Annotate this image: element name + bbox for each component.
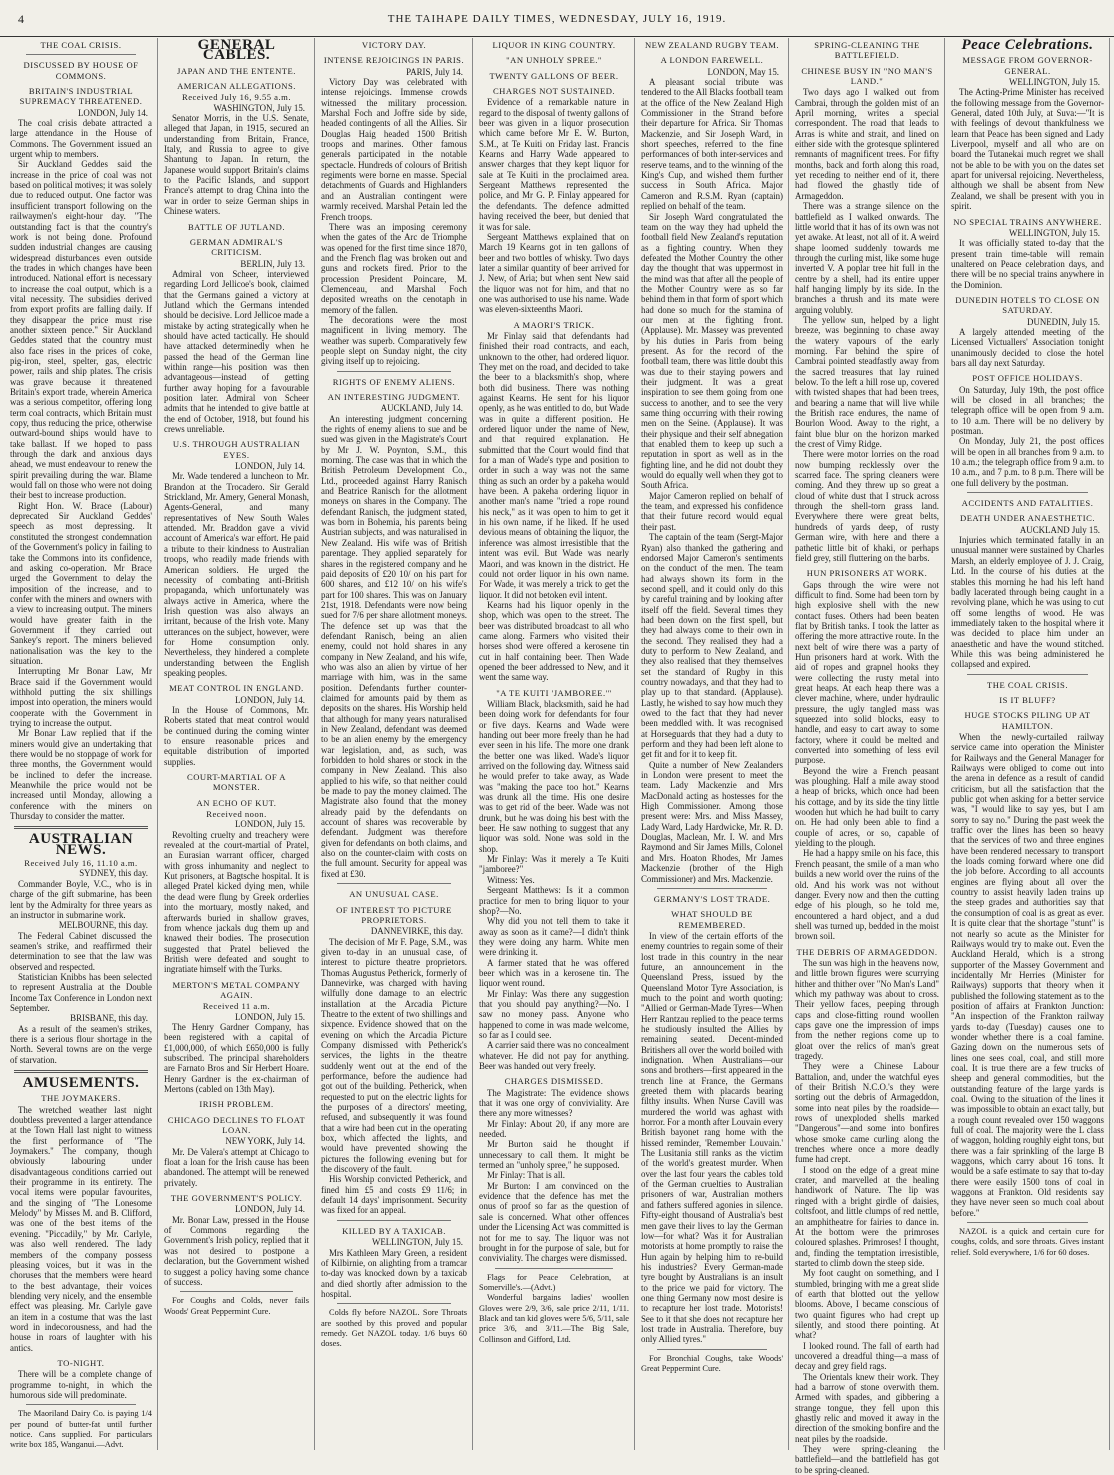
paragraph: Witness: Yes.: [487, 874, 535, 885]
subhead: OF INTEREST TO PICTURE PROPRIETORS.: [336, 904, 452, 925]
paragraph: The Acting-Prime Minister has received the following message from the Governor-General, dated 10th July, at Suva:—"It is with feelings of devout thankfulness we learn that Peace has been signed and Lady Liverpool, myself and all who are on board the Tutanekai much regret we shall not be able to be with you on the dates set apart for universal rejoicing. Nevertheless, although we shall be absent from New Zealand, we shall be present with you in spirit.: [951, 87, 1104, 212]
paragraph: Quite a number of New Zealanders in London were present to meet the team. Lady Mackenzie and Mrs MacDonald acting as hostesses for the High Commissioner. Among those present were: Mrs. and Miss Massey, Lady Ward, Lady Hardwicke, Mr. R. D. Douglas, Maclean, Mr. I. W. and Mrs Raymond and Sir James Mills, Colonel and Mrs. Hoaton Rhodes, Mr James Mackenzie (brother of the High Commissioner) and Mrs. Mackenzie.: [641, 759, 783, 884]
paragraph: In view of the certain efforts of the enemy countries to regain some of their lost trade in this country in the near future, an announcement in the Queensland Press, issued by the Queensland Motor Tyre Association, is much to the point and worth quoting: "Allied or German-Made Tyres—When Herr Rantzau replied to the peace terms he studiously insulted the Allies by remaining seated. Decent-minded Britishers all over the world boiled with indignation. When Australians—our sons and brothers—first appeared in the trench line at France, the Germans greeted them with placards bearing filthy insults. When Nurse Cavill was murdered the world was aghast with horror. For a month after Louvain every British bayonet rang home with the hissed reminder, 'Remember Louvain.' The Lusitania still ranks as the victim of the world's greatest murder. When over the last four years the cables told of the German cruelties to Australian prisoners of war, Australian mothers and fathers suffered agonies in silence. Fifty-eight thousand of Australia's best men gave their lives to lay the German low—for what? Was it for Australian motorists at home promptly to raise the Hun again by helping him to re-build his industries? Every German-made tyre bought by Australians is an insult to the price we paid for victory. The one thing Germany now most desire is to recapture her lost trade. Motorists! See to it that she does not recapture her lost trade in Australia. Therefore, buy only Allied tyres.": [641, 930, 783, 1345]
paragraph: The Orientals knew their work. They had a barrow of stone overwith them. Armed with spades, and gibbering a strange tongue, they fell upon this ghastly relic and moved it away in the direction of the smoking bonfire and the neat piles by the roadside.: [795, 1371, 939, 1444]
subhead: MERTON'S METAL COMPANY AGAIN.: [172, 979, 301, 1000]
dateline: AUCKLAND, July 14.: [380, 403, 463, 414]
subhead: AMERICAN ALLEGATIONS.: [177, 81, 296, 92]
dateline: SYDNEY, this day.: [79, 868, 148, 879]
divider: [14, 1070, 148, 1073]
subhead: COURT-MARTIAL OF A MONSTER.: [186, 772, 286, 793]
headline-rugby-team: NEW ZEALAND RUGBY TEAM.: [644, 40, 780, 50]
dateline: WELLINGTON, July 15.: [371, 1237, 463, 1248]
subhead: DUNEDIN HOTELS TO CLOSE ON SATURDAY.: [955, 294, 1100, 316]
paragraph: He had a happy smile on his face, this French peasant, the smile of a man who builds a new world over the ruins of the old. And his work was not without danger. Every now and then the cutting edge of his plough, so he told me, encountered a hard object, and a dud shell was turned up, bedded in the moist brown soil.: [795, 848, 939, 942]
received-line: Received 11 a.m.: [202, 1001, 271, 1012]
dateline: LONDON, July 15.: [234, 819, 305, 830]
headline-australian-news: AUSTRALIAN NEWS.: [28, 831, 134, 858]
dateline: WASHINGTON, July 15.: [213, 102, 305, 113]
paragraph: I looked round. The fall of earth had uncovered a dreadful thing—a mass of decay and grey field rags.: [795, 1340, 939, 1372]
paragraph: The yellow sun, helped by a light breeze, was beginning to chase away the watery vapours of the early morning. Far behind the spire of Cambrai pointed steadfastly away from the sacred treasures that lay ruined below. To the left a hill rose up, covered with twisted shapes that had been trees, and bearing a name that will live while the British race endures, the name of Bourlon Wood. Away to the right, a faint blue blur on the horizon marked the crest of Vimy Ridge.: [795, 314, 939, 450]
subhead: JAPAN AND THE ENTENTE.: [177, 65, 296, 76]
subhead: "A TE KUITI 'JAMBOREE.'": [496, 687, 612, 698]
subhead: WHAT SHOULD BE REMEMBERED.: [671, 909, 753, 930]
headline-liquor: LIQUOR IN KING COUNTRY.: [492, 40, 616, 50]
subhead: TWENTY GALLONS OF BEER.: [489, 70, 619, 81]
paragraph: The sun was high in the heavens now, and little brown figures were scurrying hither and thither over "No Man's Land" which my pathway was about to cross. Their yellow faces, peeping through caps and close-fitting round woollen caps gave one the impression of imps from the nether regions come up to gloat over the relics of man's great tragedy.: [795, 957, 939, 1061]
dateline: MELBOURNE, this day.: [58, 920, 148, 931]
divider: [967, 1222, 1088, 1223]
paragraph: There was a strange silence on the battlefield as I walked onwards. The little world that it has of its own was not yet awake. At least, not all of it. A weird shape loomed suddenly towards me through the curling mist, like some huge inverted V. A poplar tree hit full in the centre by a shell, had its entire upper half hanging limply by its side. In the branches a thrush and its mate were arguing volubly.: [795, 201, 939, 315]
subhead: CHARGES NOT SUSTAINED.: [492, 86, 616, 97]
paragraph: Mr Burton: I am convinced on the evidence that the defence has met the onus of proof so far as the question of sale is concerned. What other offences under the Licensing Act was committed is not for me to say. The liquor was not brought in for the purpose of sale, but for conviviality. The charges were dismissed.: [479, 1180, 629, 1264]
paragraph: Victory Day was celebrated with intense rejoicings. Immense crowds witnessed the military procession. Marshal Foch and Joffre side by side, headed contingents of all the Allies. Sir Douglas Haig headed 1500 British troops and marines. Other famous generals participated in the notable spectacle. Hundreds of colours of British regiments were borne en masse. Special detachments of Guards and Highlanders and an Australian contingent were warmly received. Marshal Petain led the French troops.: [321, 77, 467, 222]
paragraph: The Henry Gardner Company, has been registered with a capital of £1,000,000, of which £650,000 is fully subscribed. The principal shareholders are Farnato Bros and Sir Herbert Hoare. Henry Gardner is the ex-chairman of Mertons (cabled on 13th May).: [164, 1021, 309, 1094]
subhead: HUN PRISONERS AT WORK.: [806, 568, 928, 579]
subhead: HUGE STOCKS PILING UP AT HAMILTON.: [964, 710, 1091, 731]
paragraph: Mr Finlay: Was it merely a Te Kuiti "jamboree?": [479, 854, 629, 875]
subhead: ACCIDENTS AND FATALITIES.: [961, 498, 1094, 509]
subhead: A MAORI'S TRICK.: [513, 319, 595, 330]
paragraph: Statistician Knibbs has been selected to represent Australia at the Double Income Tax Conference in London next September.: [10, 971, 152, 1013]
paragraph: Mr Bonar Law replied that if the miners would give an undertaking that there would be no stoppage of work for three months, the Government would be inclined to defer the increase. Meanwhile the price would not be increased until Monday, allowing a conference with the miners on Thursday to consider the matter.: [10, 728, 152, 822]
paragraph: Injuries which terminated fatally in an unusual manner were sustained by Charles Marsh, an elderly employee of J. J. Craig, Ltd. In the course of his duties at the stables this morning he had his left hand badly lacerated through being caught in a revolving plane, which he was using to cut off some lengths of wood. He was immediately taken to the hospital where it was decided to place him under an anaesthetic and have the wound stitched. While this was being administered he collapsed and expired.: [951, 535, 1104, 670]
paragraph: Revolting cruelty and treachery were revealed at the court-martial of Pratel, an Eurasian warrant officer, charged with gross inhumanity and neglect to Kut prisoners, at Bagtsche hospital. It is alleged Pratel kicked dying men, while the dead were flung by Greek orderlies into the mortuary, mostly naked, and afterwards buried in shallow graves, from whence jackals dug them up and knawed their bodies. The prosecution suggested that Pratel believed the British were defeated and sought to ingratiate himself with the Turks.: [164, 829, 309, 975]
paragraph: Senator Morris, in the U.S. Senate, alleged that Japan, in 1915, secured an understanding from Britain, France, Italy, and Russia to agree to give Shantung to Japan. In return, the Japanese would support Britain's claims to the Pacific Islands, and support France's attempt to drag China into the war in order to seize German ships in Chinese waters.: [164, 113, 309, 217]
divider: [657, 888, 767, 889]
paragraph: The captain of the team (Sergt-Major Ryan) also thanked the gathering and endorsed Major Cameron's sentiments on the conduct of the men. The team had always shown its form in the second spell, and it could only do this by careful training and by looking after itself off the field. Several times they had been down on the first spell, but they had always come to their own in the second. They realised they had a duty to perform to New Zealand, and they also realised that they themselves set the standard of Rugby in this country nowadays, and that they had to play up to that standard. (Applause). Lastly, he wished to say how much they owed to the fact that they had never been meddled with. It was recognised at Horseguards that they had a duty to perform and they had been left alone to get fit and for it to keep fit.: [641, 532, 783, 760]
newspaper-title: THE TAIHAPE DAILY TIMES, WEDNESDAY, JULY 16, 1919.: [387, 13, 727, 25]
paragraph: When the newly-curtailed railway service came into operation the Minister for Railways and the General Manager for Railways were obliged to come out into the arena in defence as a result of candid criticism, but all the satisfaction that the public got when asking for a better service was, "I would like to say yes, but I am sorry to say no." During the past week the traffic over the lines has been so heavy that the services of two and three engines have been rendered necessary to transport the loads coming forward where one did the job before. According to all accounts engines are flying about all over the country to assist heavily laden trains up the steep grades and authorities say that the consumption of coal is as great as ever. It is quite clear that the shortage "stunt" is not nearly so acute as the Minister for Railways would try to make out. Even the Auckland Herald, which is a strong supporter of the Massey Government and incidentally Mr Herries (Minister for Railways) supports that theory when it published the following statement as to the position of affairs at Frankton Junction: "An inspection of the Frankton railway yards to-day (Tuesday) causes one to wonder whether there is a coal famine. Gazing down on the numerous sets of lines one sees coal, coal, and still more coal. It is true there are a few trucks of sheep and general commodities, but the outstanding feature of the large yards is coal. Owing to the situation of the lines it was impossible to obtain an exact tally, but a rough count revealed over 150 waggons full of coal. The majority were the L class of waggon, holding roughly eight tons, but there was a fair sprinkling of the large B waggons, which carry about 16 tons. It would be a safe estimate to say that to-day there were easily 1500 tons of coal in waggons at Frankton. Old residents say they have never seen so much coal about before.": [951, 731, 1104, 1218]
subhead: MEAT CONTROL IN ENGLAND.: [169, 683, 304, 694]
paragraph: Admiral von Scheer, interviewed regarding Lord Jellicoe's book, claimed that the Germans gained a victory at Jutland which the Germans intended should be decisive. Lord Jellicoe made a mistake by acting strategically when he should have acted tactically. He should have attacked determinedly when he passed the head of the German line within range—his position was then advantageous—instead of getting further away hoping for a favourable position later. Admiral von Scheer admits that he intended to give battle at the end of October, 1918, but found his crews unreliable.: [164, 268, 309, 435]
subhead: CHICAGO DECLINES TO FLOAT LOAN.: [167, 1114, 306, 1136]
divider: [26, 1404, 136, 1405]
paragraph: Commander Boyle, V.C., who is in charge of the gift submarine, has been lent by the Admiralty for three years as an instructor in submarine work.: [10, 878, 152, 920]
paragraph: I stood on the edge of a great mine crater, and marvelled at the healing handiwork of Nature. The lip was ringed with a bright girdle of daisies, coltsfoot, and little clumps of red nettle, an amphitheatre for fairies to dance in. At the bottom were the primroses coloured splashes. Primroses! I thought, and, finding the temptation irresistible, started to climb down the steep side.: [795, 1164, 939, 1268]
paragraph: Right Hon. W. Brace (Labour) deprecated Sir Auckland Geddes' speech as most depressing. It constituted the strongest condemnation of the Government's policy in failing to take the Commons into its confidence, and asking co-operation. Mr Brace urged the Government to delay the imposition of the increase, and to confer with the miners and owners with a view to increasing output. The miners would have greater faith in the Government if they carried out Sankey's report. The miners believed nationalisation was the key to the situation.: [10, 500, 152, 666]
subhead: DISCUSSED BY HOUSE OF COMMONS.: [23, 60, 139, 81]
paragraph: Mr. Wade tendered a luncheon to Mr. Brandon at the Trocadero. Sir Gerald Strickland, Mr. Amery, General Monash, Agents-General, and many representatives of New South Wales attended. Mr. Braddon gave a vivid account of America's war effort. He paid a tribute to their kindness to Australian troops, who readily made friends with American soldiers. He urged the necessity of combating anti-British propaganda, which unfortunately was always active in America, where the Irish question was also always an irritant, because of the Irish vote. Many utterances on the subject, however, were for Home consumption only. Nevertheless, they hindered a complete understanding between the English speaking peoples.: [164, 471, 309, 678]
received-line: Received noon.: [206, 809, 267, 820]
divider: [495, 1268, 613, 1269]
paragraph: The coal crisis debate attracted a large attendance in the House of Commons. The Government issued an urgent whip to members.: [10, 118, 152, 160]
paragraph: Mr Finlay said that defendants had finished their road contracts, and each, unknown to the other, had ordered liquor. They met on the road, and decided to take the beer to a blacksmith's shop, where both did business. There was nothing against Kearns. He sent for his liquor openly, as he was entitled to do, but Wade was in quite a different position. He ordered liquor under the name of New, and that required explanation. He submitted that the Court would find that for a man of Wade's type and position to order in such a way was not the same thing as such an order by a pakeha would have been. A pakeha ordering liquor in another man's name "tried a rope round his neck," as it was open to him to get it in his own name, if he liked. If he used devious means of obtaining the liquor, the inference was almost irresistible that the intent was evil. But Wade was nearly Maori, and was known in the district. He could not order liquor in his own name. For Wade, it was merely a trick to get the liquor. It did not betoken evil intent.: [479, 330, 629, 600]
column-7: [945, 38, 1110, 1450]
dateline: WELLINGTON, July 15.: [1008, 227, 1100, 238]
divider: [14, 826, 148, 829]
received-line: Received July 16, 11.10 a.m.: [24, 858, 138, 869]
subhead: U.S. THROUGH AUSTRALIAN EYES.: [172, 439, 301, 460]
paragraph: Mrs Kathleen Mary Green, a resident of Kilbirnie, on alighting from a tramcar to-day was knocked down by a taxicab and died shortly after admission to the hospital.: [321, 1247, 467, 1299]
subhead: GERMANY'S LOST TRADE.: [653, 893, 771, 904]
paragraph: William Black, blacksmith, said he had been doing work for defendants for four or five days. Kearns and Wade were handing out beer more freely than he had ever seen in his life. The more one drank the better one was liked. Wade's liquor arrived on the following day. Witness said he would prefer to take away, as Wade was "making the pace too hot." Kearns was drunk all the time. His one desire was to get rid of the beer. Wade was not drunk, but he was doing his best with the beer. He saw nothing to suggest that any liquor was sold. None was sold in the shop.: [479, 698, 629, 854]
subhead: THE DEBRIS OF ARMAGEDDON.: [796, 946, 938, 957]
column-2: [158, 38, 315, 1450]
divider: [337, 1220, 451, 1221]
advertisement: The Maoriland Dairy Co. is paying 1/4 per pound of butter-fat until further notice. Cans supplied. For particulars write box 185, Wanganui.—Advt.: [10, 1409, 152, 1450]
paragraph: There was an imposing ceremony when the gates of the Arc de Triomphe was opened for the first time since 1870, and the French flag was broken out and guns and rockets fired. Prior to the procession President Poincare, M. Clemenceau, and Marshal Foch deposited wreaths on the cenotaph in memory of the fallen.: [321, 221, 467, 315]
paragraph: On Saturday, July 19th, the post office will be closed in all branches; the telegraph office will be open from 9 a.m. to 10 a.m. There will be no delivery by postman.: [951, 384, 1104, 437]
subhead: THE JOYMAKERS.: [41, 1093, 121, 1104]
masthead: [0, 0, 1114, 37]
dateline: DANNEVIRKE, this day.: [370, 926, 463, 937]
paragraph: A carrier said there was no concealment whatever. He did not pay for anything. Beer was handed out very freely.: [479, 1040, 629, 1071]
dateline: BRISBANE, this day.: [70, 1013, 148, 1024]
paragraph: The Federal Cabinet discussed the seamen's strike, and reaffirmed their determination to see that the law was observed and respected.: [10, 930, 152, 972]
paragraph: They were spring-cleaning the battlefield—and the battlefield has got to be spring-cleaned.: [795, 1444, 939, 1475]
dateline: LONDON, July 14.: [234, 461, 305, 472]
headline-victory-day: VICTORY DAY.: [361, 40, 427, 50]
paragraph: In the House of Commons, Mr. Roberts stated that meat control would be continued during the coming winter to ensure reasonable prices and equitable distribution of imported supplies.: [164, 704, 309, 767]
advertisement: Wonderful bargains ladies' woollen Gloves were 2/9, 3/6, sale price 2/11, 1/11. Black and tan kid gloves were 5/6, 5/11, sale price 3/6, and 3/11.—The Big Sale, Collinson and Gifford, Ltd.: [479, 1293, 629, 1344]
subhead: BATTLE OF JUTLAND.: [187, 221, 286, 232]
divider: [967, 492, 1088, 493]
column-3: [315, 38, 473, 1450]
column-1: [4, 38, 158, 1450]
subhead: GERMAN ADMIRAL'S CRITICISM.: [189, 236, 284, 258]
divider: [180, 1291, 293, 1292]
subhead: POST OFFICE HOLIDAYS.: [972, 373, 1083, 384]
dateline: DUNEDIN, July 15.: [1027, 316, 1100, 327]
paragraph: There were motor lorries on the road now bumping recklessly over the scarred face. The spring cleaners were coming. And they threw up so great a cloud of white dust that I struck across through the shell-torn grass land. Everywhere there were great belts, hundreds of yards deep, of rusty German wire, with here and there a pathetic little bit of khaki, or perhaps field grey, still fluttering on the barbs.: [795, 449, 939, 563]
divider: [337, 1303, 451, 1304]
advertisement: Flags for Peace Celebration, at Somerville's.—(Advt.): [479, 1272, 629, 1292]
paragraph: Sir Auckland Geddes said the increase in the price of coal was not based on political motives; it was solely due to reduced output. One factor was insufficient transport following on the railwaymen's eight-hour day. "The outstanding fact is that the country's work is not being done. Profound sudden industrial changes are causing widespread disturbances even outside the trades in which changes have been introduced. National effort is necessary to increase the coal output, which is a vital necessity. The subsidies derived from export profits are falling daily. If they disappear the price must rise another sixteen pence." Sir Auckland Geddes stated that the country must also face rises in the prices of coke, pig-iron, steel, spelter, gas, electric power, rails and ship plates. The crisis was grave because it threatened Britain's export trade, wherein America was a serious competitor, offering long term coal contracts, which Britain must copy, thus reducing the price, otherwise outward-bound ships would have to take ballast. If we hoped to pass through the dark and anxious days ahead, we must endeavour to renew the spirit prevailing during the war. Blame would fall on those who were not doing their best to increase production.: [10, 159, 152, 501]
subhead: MESSAGE FROM GOVERNOR-GENERAL.: [962, 55, 1093, 76]
divider: [337, 371, 451, 372]
paragraph: A largely attended meeting of the Licensed Victuallers' Association tonight unanimously decided to close the hotel bars all day next Saturday.: [951, 326, 1104, 368]
paragraph: The decision of Mr F. Page, S.M., was given to-day in an unusual case, of interest to picture theatre proprietors. Thomas Augustus Petherick, formerly of Dannevirke, was charged with having wilfully done damage to an electric installation at the Arcadia Picture Theatre to the extent of two shillings and sixpence. Evidence showed that on the evening on which the Arcadia Picture Company dismissed with Petherick's services, the lights in the theatre suddenly went out at the end of the performance, before the audience had got out of the building. Petherick, when requested to put on the electric lights for the purposes of a directors' meeting, refused, and subsequently it was found that a wire had been cut in the operating box, which affected the lights, and would have prevented showing the pictures the following evening but for the discovery of the fault.: [321, 936, 467, 1175]
paragraph: Interrupting Mr Bonar Law, Mr Brace said if the Government would withhold putting the six shillings impost into operation, the miners would cooperate with the Government in trying to increase the output.: [10, 666, 152, 728]
dateline: LONDON, May 15.: [707, 66, 779, 77]
subhead: IRISH PROBLEM.: [199, 1099, 274, 1110]
subhead: CHINESE BUSY IN "NO MAN'S LAND.": [801, 65, 933, 87]
dateline: AUCKLAND July 15.: [1019, 524, 1100, 535]
paragraph: The wretched weather last night doubtless prevented a larger attendance at the Town Hall last night to witness the first performance of "The Joymakers." The company, though obviously labouring under disadvantageous conditions carried out their programme in its entirety. The vocal items were popular favourites, and the singing of "The Lonesome Melody" by Misses M. and B. Clifford, was one of the best items of the evening. "Piccadily," by Mr. Carlyle, was also well rendered. The lady members of the company possess pleasing voices, but it was in the choruses that the members were heard to the best advantage, their voices blending very nicely, and the ensemble effect was pleasing. Mr. Carlyle gave an item in a costume that was the last word in indecorousness, and had the house in roars of laughter with his antics.: [10, 1104, 152, 1353]
paragraph: Sir Joseph Ward congratulated the team on the way they had upheld the football field New Zealand's reputation as a fighting country. When they defeated the Mother Country the other day the thought that was uppermost in the mind was that after all the people of the Mother Country were as so far behind them in that form of sport which had done so much for the stamina of our men at the fighting front. (Applause). Mr. Massey was prevented by his duties in Paris from being present. As for the record of the football team, there was little doubt this was due to their staying powers and their judgment. It was a great inspiration to see them going from one success to another, and to see the very same thing occurring with their rowing men on the Seine. (Applause). It was their physique and their self abnegation that enabled them to keep up such a reputation in sport as well as in the fighting line, and he did not doubt they would do equally well when they got to South Africa.: [641, 211, 783, 491]
headline-coal-crisis: THE COAL CRISIS.: [40, 40, 122, 50]
subhead: THE COAL CRISIS.: [987, 679, 1068, 690]
dateline: BERLIN, July 13.: [240, 258, 305, 269]
paragraph: Mr. De Valera's attempt at Chicago to float a loan for the Irish cause has been abandoned. The attempt will be renewed privately.: [164, 1146, 309, 1188]
advertisement: For Bronchial Coughs, take Woods' Great Peppermint Cure.: [641, 1353, 783, 1373]
advertisement: NAZOL is a quick and certain cure for coughs, colds, and sore throats. Gives instant relief. Sold everywhere, 1/6 for 60 doses.: [951, 1227, 1104, 1257]
subhead: AN UNUSUAL CASE.: [349, 889, 439, 900]
subhead: IS IT BLUFF?: [999, 694, 1056, 705]
column-4: [473, 38, 635, 1450]
paragraph: Why did you not tell them to take it away as soon as it came?—I didn't think they were doing any harm. White men were drinking it.: [479, 916, 629, 958]
subhead: "AN UNHOLY SPREE.": [506, 55, 602, 66]
advertisement: Colds fly before NAZOL. Sore Throats are soothed by this proved and popular remedy. Get NAZOL today. 1/6 buys 60 doses.: [321, 1308, 467, 1349]
subhead: NO SPECIAL TRAINS ANYWHERE.: [953, 216, 1102, 227]
divider: [657, 1349, 767, 1350]
dateline: LONDON, July 14.: [234, 694, 305, 705]
headline-amusements: AMUSEMENTS.: [22, 1075, 140, 1091]
paragraph: The decorations were the most magnificent in living memory. The weather was superb. Comparatively few people slept on Sunday night, the city giving itself up to rejoicing.: [321, 314, 467, 367]
subhead: RIGHTS OF ENEMY ALIENS.: [332, 376, 456, 387]
paragraph: A pleasant social tribute was tendered to the All Blacks football team at the office of the New Zealand High Commissioner in the Strand before their departure for Africa. Sir Thomas Mackenzie, and Sir Joseph Ward, in short speeches, referred to the fine performances of both inter-services and reserve teams, and to the winning of the King's Cup, and wished them further success in South Africa. Major Cameron and R.S.M. Ryan (captain) replied on behalf of the team.: [641, 77, 783, 212]
subhead: CHARGES DISMISSED.: [504, 1076, 604, 1087]
paragraph: Sergeant Matthews: Is it a common practice for men to bring liquor to your shop?—No.: [479, 885, 629, 916]
advertisement: For Coughs and Colds, never fails Woods' Great Peppermint Cure.: [164, 1296, 309, 1316]
subhead: BRITAIN'S INDUSTRIAL SUPREMACY THREATENED.: [19, 86, 143, 107]
paragraph: A farmer stated that he was offered beer which was in a kerosene tin. The liquor went round.: [479, 957, 629, 989]
paragraph: Mr Burton said he thought if unnecessary to call them. It might be termed an "unholy spree," he supposed.: [479, 1139, 629, 1171]
dateline: LONDON, July 14.: [77, 107, 148, 118]
paragraph: Mr Finlay: That is all.: [487, 1170, 565, 1181]
subhead: TO-NIGHT.: [57, 1357, 105, 1368]
paragraph: Beyond the wire a French peasant was ploughing. Half a mile away stood a heap of bricks, which once had been his cottage, and by its side the tiny little wooden hut which he had built to carry on. He had only been able to find a couple of acres, or so, capable of yielding to the plough.: [795, 765, 939, 849]
dateline: LONDON, July 14.: [234, 1204, 305, 1215]
subhead: INTENSE REJOICINGS IN PARIS.: [323, 55, 465, 66]
paragraph: Mr Finlay: Was there any suggestion that you should pay anything?—No. I saw no money pass. Anyone who happened to come in was made welcome, so far as I could see.: [479, 988, 629, 1040]
paragraph: My foot caught on something, and I stumbled, bringing with me a great slide of earth that blotted out the yellow blooms. Above, I became conscious of two quaint figures who had crept up silently, and stood there pointing. At what?: [795, 1268, 939, 1341]
subhead: THE GOVERNMENT'S POLICY.: [170, 1193, 303, 1204]
dateline: NEW YORK, July 14.: [225, 1136, 305, 1147]
column-5: [635, 38, 789, 1450]
headline-spring-cleaning: SPRING-CLEANING THE BATTLEFIELD.: [814, 40, 920, 61]
subhead: DEATH UNDER ANAESTHETIC.: [960, 513, 1095, 524]
subhead: AN INTERESTING JUDGMENT.: [327, 392, 461, 402]
subhead: KILLED BY A TAXICAB.: [342, 1225, 446, 1236]
paragraph: Mr Finlay: About 20, if any more are needed.: [479, 1118, 629, 1140]
paragraph: The Magistrate: The evidence shows that it was one orgy of conviviality. Are there any more witnesses?: [479, 1087, 629, 1119]
dateline: PARIS, July 14.: [406, 66, 463, 77]
paragraph: They were a Chinese Labour Battalion, and, under the watchful eyes of their British N.C.O.'s they were sorting out the debris of Armageddon, some into neat piles by the roadside—rows of unexploded shells marked "Dangerous"—and some into bonfires whose smoke came curling along the trenches where once a more deadly fume had crept.: [795, 1061, 939, 1165]
subhead: A LONDON FAREWELL.: [660, 55, 764, 66]
received-line: Received July 16, 9.55 a.m.: [182, 92, 291, 103]
paragraph: Mr. Bonar Law, pressed in the House of Commons regarding the Government's Irish policy, replied that it was not desired to postpone a declaration, but the Government wished to suggest a policy having some chance of success.: [164, 1214, 309, 1287]
divider: [337, 883, 451, 884]
paragraph: On Monday, July 21, the post offices will be open in all branches from 9 a.m. to 10 a.m.; the telegraph office from 9 a.m. to 10 a.m., and 7 p.m. to 8 p.m. There will be one full delivery by the postman.: [951, 436, 1104, 488]
paragraph: There will be a complete change of programme to-night, in which the humorous side will predominate.: [10, 1369, 152, 1400]
headline-general-cables: GENERAL CABLES.: [197, 37, 276, 64]
paragraph: Gaps through the wire were not difficult to find. Some had been torn by high explosive shell with the new contact fuses. Others had been beaten flat by British tanks. I took the latter as offering the more attractive route. In the next belt of wire there was a party of Hun prisoners hard at work. With the aid of ropes and grapnel hooks they were collecting the rusty metal into great heaps. At each heap there was a clever machine, where, under hydraulic pressure, the ugly tangled mass was squeezed into solid blocks, easy to handle, and easy to cart away to some factory, where it could be melted and converted into something of less evil purpose.: [795, 579, 939, 766]
paragraph: His Worship convicted Petherick, and fined him £5 and costs £9 11/6; in default 14 days' imprisonment. Security was fixed for an appeal.: [321, 1174, 467, 1216]
column-6: [789, 38, 945, 1475]
divider: [26, 54, 136, 55]
paragraph: Sergeant Matthews explained that on March 19 Kearns got in ten gallons of beer and two bottles of whisky. Two days later a similar quantity of beer arrived for J. New, of Aria; but when sent New said the liquor was not for him, and that no one was authorised to use his name. Wade was eleven-sixteenths Maori.: [479, 231, 629, 315]
dateline: WELLINGTON, July 15.: [1008, 77, 1100, 88]
corner-mark: 4: [18, 12, 25, 26]
divider: [967, 674, 1088, 675]
paragraph: Major Cameron replied on behalf of the team, and expressed his confidence that their future record would equal their past.: [641, 490, 783, 532]
paragraph: Evidence of a remarkable nature in regard to the disposal of twenty gallons of beer was given in a liquor prosecution which came before Mr E. W. Burton, S.M., at Te Kuiti on Friday last. Francis Kearns and Harry Wade appeared to answer charges that they kept liquor for sale at Te Kuiti in the proclaimed area. Sergeant Matthews represented the police, and Mr G. P. Finlay appeared for the defendants. The defence admitted having received the beer, but denied that it was for sale.: [479, 97, 629, 232]
paragraph: It was officially stated to-day that the present train time-table will remain unaltered on Peace celebration days, and there will be no special trains anywhere in the Dominion.: [951, 238, 1104, 290]
subhead: AN ECHO OF KUT.: [196, 797, 277, 808]
paragraph: Two days ago I walked out from Cambrai, through the golden mist of an April morning, writes a special correspondent. The road that leads to Arras is white and strait, and lined on either side with the grotesque splintered remnants of magnificent trees. For fifty months, back and forth along this road, yet receding to neither end of it, there had flowed the ghastly tide of Armageddon.: [795, 87, 939, 201]
dateline: LONDON, July 15.: [234, 1011, 305, 1022]
paragraph: Kearns had his liquor openly in the shop, which was open to the street. The beer was distributed broadcast to all who came along. Farmers who visited their horses shod were offered a kerosene tin cut in half containing beer. Then Wade opened the beer addressed to New, and it went the same way.: [479, 599, 629, 683]
paragraph: As a result of the seamen's strikes, there is a serious flour shortage in the North. Several towns are on the verge of starvation.: [10, 1023, 152, 1065]
paragraph: An interesting judgment concerning the rights of enemy aliens to sue and be sued was given in the Magistrate's Court by Mr J. W. Poynton, S.M., this morning. The case was that in which the British Petroleum Development Co., Ltd., proceeded against Harry Ranisch and Beatrice Ranisch for the allotment moneys on shares in the Company. The defendant Ranisch, the judgment stated, was born in Bohemia, his parents being Austrian subjects, and was naturalised in New Zealand. His wife was of British parentage. They applied separately for shares in the registered company and he paid deposits of £20 10/ on his part for 600 shares, and £12 10/ on his wife's part for 100 shares. This was on January 21st, 1918. Defendants were now being sued for 7/6 per share allotment moneys. The defence set up was that the defendant Ranisch, being an alien enemy, could not hold shares in any company in New Zealand, and his wife, who was also an alien by virtue of her marriage with him, was in the same position. Defendants further counter-claimed for amounts paid by them as deposits on the shares. His Worship held that although for many years naturalised in New Zealand, defendant was deemed to be an alien enemy by the emergency war legislation, and, as such, was forbidden to hold shares or stock in the company in New Zealand. This also applied to his wife, so that neither could be made to pay the money claimed. The Magistrate also found that the money already paid by the defendants on account of shares was recoverable by defendant. Judgment was therefore given for defendants on both claims, and also on the counter-claim with costs on the full amount. Security for appeal was fixed at £30.: [321, 413, 467, 879]
headline-peace-celebrations: Peace Celebrations.: [961, 37, 1094, 53]
